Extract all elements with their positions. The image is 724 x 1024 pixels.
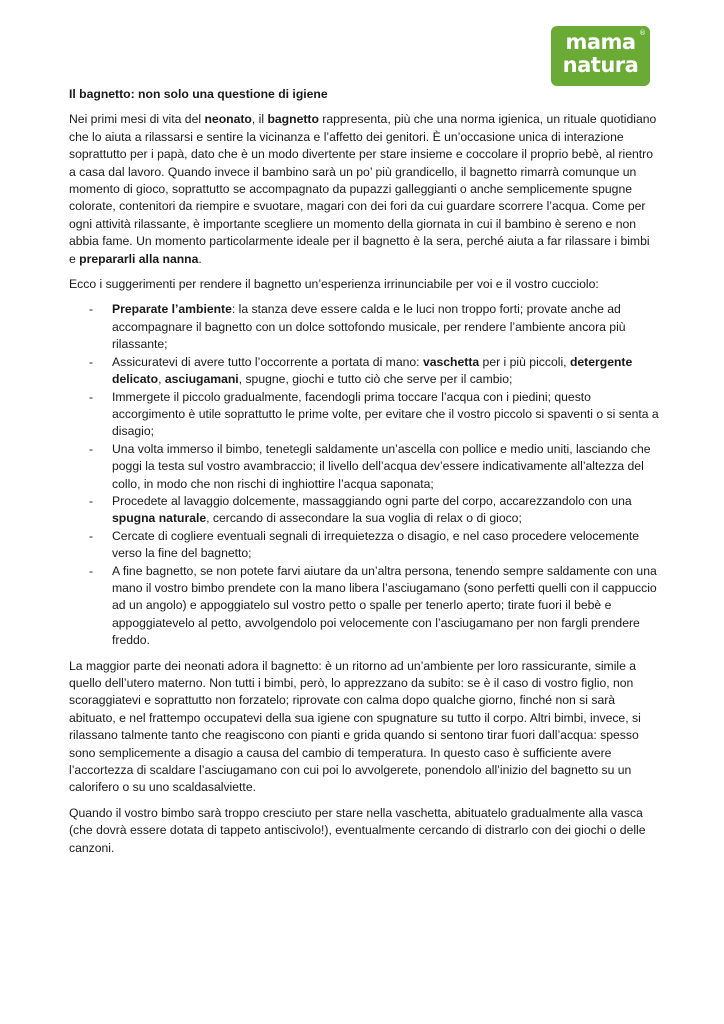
text-run: Immergete il piccolo gradualmente, facendogli prima toccare l’acqua con i piedini; questo accorgimento è utile soprattutto le prime volte, per evitare che il vostro piccolo si spaventi o si senta a disagio; <box>112 389 659 439</box>
text-run: Assicuratevi di avere tutto l’occorrente a portata di mano: <box>112 354 423 369</box>
bold-text: neonato <box>204 112 252 127</box>
text-run: : la stanza deve essere calda e le luci non troppo forti; provate anche ad accompagnare il bagnetto con un dolce sottofondo musicale, per rendere l’ambiente ancora più rilassante; <box>112 302 626 352</box>
text-run: Nei primi mesi di vita del <box>69 112 205 127</box>
text-run: , <box>158 372 165 387</box>
article-title: Il bagnetto: non solo una questione di igiene <box>69 87 328 101</box>
paragraph-2: La maggior parte dei neonati adora il bagnetto: è un ritorno ad un’ambiente per loro rassicurante, simile a quello dell’utero materno. Non tutti i bimbi, però, lo apprezzano da subito: se è il caso di vostro figlio, non scoraggiatevi e soprattutto non forzatelo; riprovate con calma dopo qualche giorno, finché non si sarà abituato, e nel frattempo occupatevi della sua igiene con spugnature su tutto il corpo. Altri bimbi, invece, si rilassano talmente tanto che reagiscono con pianti e grida quando si sentono tirar fuori dall’acqua: spesso sono semplicemente a disagio a causa del cambio di temperatura. In questo caso è sufficiente avere l’accortezza di scaldare l’asciugamano con cui poi lo avvolgerete, ponendolo all’inizio del bagnetto su un calorifero o su uno scaldasalviette. <box>69 658 641 795</box>
bold-text: detergente delicato <box>112 354 633 387</box>
bold-text: bagnetto <box>267 112 319 127</box>
text-run: , spugne, giochi e tutto ciò che serve per il cambio; <box>238 372 513 387</box>
bullet-dash: - <box>89 302 94 317</box>
tip-item <box>69 441 659 493</box>
intro-paragraph <box>69 111 659 268</box>
bullet-dash: - <box>89 441 94 456</box>
logo-line-1: mama <box>565 30 636 54</box>
bullet-dash: - <box>89 354 94 369</box>
text-run: per i più piccoli, <box>479 354 570 369</box>
tip-item <box>69 563 659 650</box>
bullet-dash: - <box>89 493 94 508</box>
article <box>69 86 659 865</box>
bullet-dash: - <box>89 528 94 543</box>
tip-item <box>69 389 659 441</box>
logo-line-2: natura <box>562 53 639 77</box>
bold-text: Preparate l’ambiente <box>112 302 232 317</box>
bold-text: vaschetta <box>422 354 480 369</box>
registered-mark: ® <box>639 29 646 37</box>
text-run: Cercate di cogliere eventuali segnali di irrequietezza o disagio, e nel caso procedere velocemente verso la fine del bagnetto; <box>112 528 640 561</box>
bold-text: spugna naturale <box>112 511 207 526</box>
text-run: , cercando di assecondare la sua voglia di relax o di gioco; <box>206 511 522 526</box>
bold-text: prepararli alla nanna <box>79 251 199 266</box>
text-run: , il <box>251 112 268 127</box>
bullet-dash: - <box>89 563 94 578</box>
tips-intro: Ecco i suggerimenti per rendere il bagnetto un’esperienza irrinunciabile per voi e il vostro cucciolo: <box>69 277 599 292</box>
paragraph-3: Quando il vostro bimbo sarà troppo cresciuto per stare nella vaschetta, abituatelo gradualmente alla vasca (che dovrà essere dotata di tappeto antiscivolo!), eventualmente cercando di distrarlo con dei giochi o delle canzoni. <box>69 805 646 855</box>
mama-natura-logo <box>551 26 650 86</box>
tip-item <box>69 354 659 389</box>
tips-list <box>69 301 659 649</box>
tip-item <box>69 493 659 528</box>
text-run: A fine bagnetto, se non potete farvi aiutare da un’altra persona, tenendo sempre saldamente con una mano il vostro bimbo prendete con la mano libera l’asciugamano (sono perfetti quelli con il cappuccio ad un angolo) e appoggiatelo sul vostro petto o spalle per tenerlo aperto; tirate fuori il bebè e appoggiatevelo al petto, avvolgendolo poi velocemente con l’asciugamano per non fargli prendere freddo. <box>112 563 657 648</box>
text-run: rappresenta, più che una norma igienica, un rituale quotidiano che lo aiuta a rilassarsi e sentire la vicinanza e l’affetto dei genitori. È un’occasione unica di interazione soprattutto per i papà, dato che è un modo divertente per stare insieme e coccolare il proprio bebè, al rientro a casa dal lavoro. Quando invece il bambino sarà un po’ più grandicello, il bagnetto rimarrà comunque un momento di gioco, soprattutto se accompagnato da pupazzi galleggianti o anche semplicemente spugne colorate, contenitori da riempire e svuotare, magari con dei fori da cui guardare scorrere l’acqua. Come per ogni attività rilassante, è importante scegliere un momento della giornata in cui il bambino è sereno e non abbia fame. Un momento particolarmente ideale per il bagnetto è la sera, perché aiuta a far rilassare i bimbi e <box>69 112 657 266</box>
text-run: Una volta immerso il bimbo, tenetegli saldamente un’ascella con pollice e medio uniti, lasciando che poggi la testa sul vostro avambraccio; il livello dell’acqua dev’essere indicativamente all’altezza del collo, in modo che non rischi di inghiottire l’acqua saponata; <box>112 441 651 491</box>
text-run: Procedete al lavaggio dolcemente, massaggiando ogni parte del corpo, accarezzandolo con una <box>112 493 632 508</box>
text-run: . <box>198 251 202 266</box>
tip-item <box>69 528 659 563</box>
bold-text: asciugamani <box>164 372 239 387</box>
bullet-dash: - <box>89 389 94 404</box>
tip-item <box>69 301 659 353</box>
